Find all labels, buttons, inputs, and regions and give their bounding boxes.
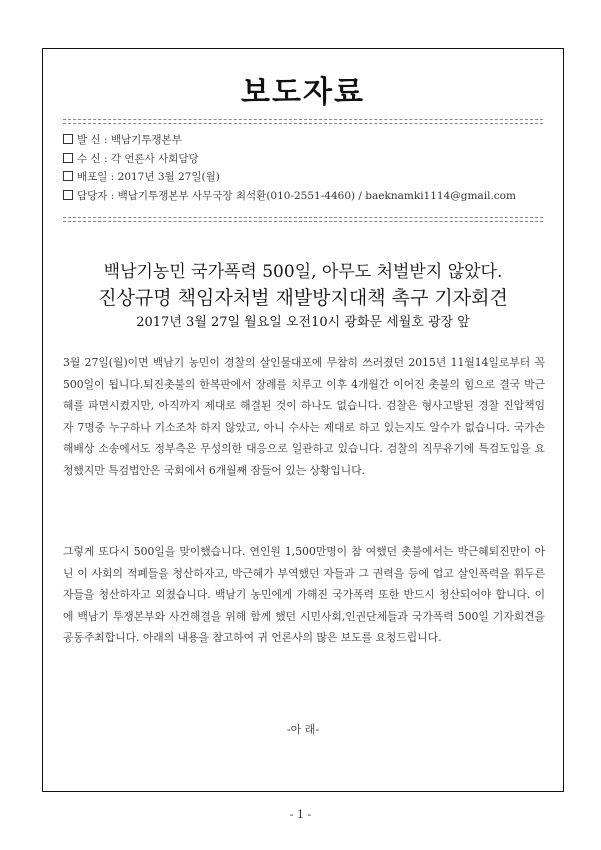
checkbox-icon bbox=[63, 134, 73, 144]
headline-main: 백남기농민 국가폭력 500일, 아무도 처벌받지 않았다. bbox=[103, 262, 503, 282]
checkbox-icon bbox=[63, 171, 73, 181]
document-frame bbox=[42, 48, 564, 792]
headline-sub: 진상규명 책임자처벌 재발방지대책 촉구 기자회견 bbox=[98, 287, 508, 309]
body-paragraph-1: 3월 27일(월)이면 백남기 농민이 경찰의 살인물대포에 무참히 쓰러졌던 2015년 11월14일로부터 꼭 500일이 됩니다.퇴진촛불의 한복판에서 장례를 치루고 이후 4개월간 이어진 촛불의 힘으로 결국 박근혜를 파면시켰지만, 아직까지 제대로 해결된 것이 하나도 없습니다. 검찰은 형사고발된 경찰 진압책임자 7명중 누구하나 기소조차 하지 않았고, 아니 수사는 제대로 하고 있는지도 알수가 없습니다. 국가손해배상 소송에서도 정부측은 무성의한 대응으로 일관하고 있습니다. 검찰의 직무유기에 특검도입을 요청했지만 특검법안은 국회에서 6개월째 잠들어 있는 상황입니다. bbox=[63, 356, 545, 477]
checkbox-icon bbox=[63, 153, 73, 163]
info-sender: 발 신 : 백남기투쟁본부 bbox=[63, 131, 516, 150]
body-paragraph-2: 그렇게 또다시 500일을 맞이했습니다. 연인원 1,500만명이 참 여했던 촛불에서는 박근혜퇴진만이 아닌 이 사회의 적폐들을 청산하자고, 박근혜가 부역했던 자들과 그 권력을 등에 업고 살인폭력을 휘두른 자들을 청산하자고 외쳤습니다. 백남기 농민에게 가해진 국가폭력 또한 반드시 청산되어야 합니다. 이에 백남기 투쟁본부와 사건해결을 위해 함께 했던 시민사회,인권단체들과 국가폭력 500일 기자회견을 공동주최합니다. 아래의 내용을 참고하여 귀 언론사의 많은 보도를 요청드립니다. bbox=[63, 545, 545, 644]
info-receiver: 수 신 : 각 언론사 사회담당 bbox=[63, 150, 516, 169]
headline-date-location: 2017년 3월 27일 월요일 오전10시 광화문 세월호 광장 앞 bbox=[136, 315, 470, 330]
below-marker: -아 래- bbox=[286, 723, 320, 736]
separator-line-top bbox=[63, 119, 543, 124]
info-date: 배포일 : 2017년 3월 27일(월) bbox=[63, 168, 516, 187]
checkbox-icon bbox=[63, 190, 73, 200]
separator-line-bottom bbox=[63, 217, 543, 222]
page-number: - 1 - bbox=[289, 808, 312, 821]
document-title: 보도자료 bbox=[241, 75, 365, 110]
info-contact: 담당자 : 백남기투쟁본부 사무국장 최석환(010-2551-4460) / baeknamki1114@gmail.com bbox=[63, 187, 516, 206]
info-block bbox=[63, 131, 516, 205]
